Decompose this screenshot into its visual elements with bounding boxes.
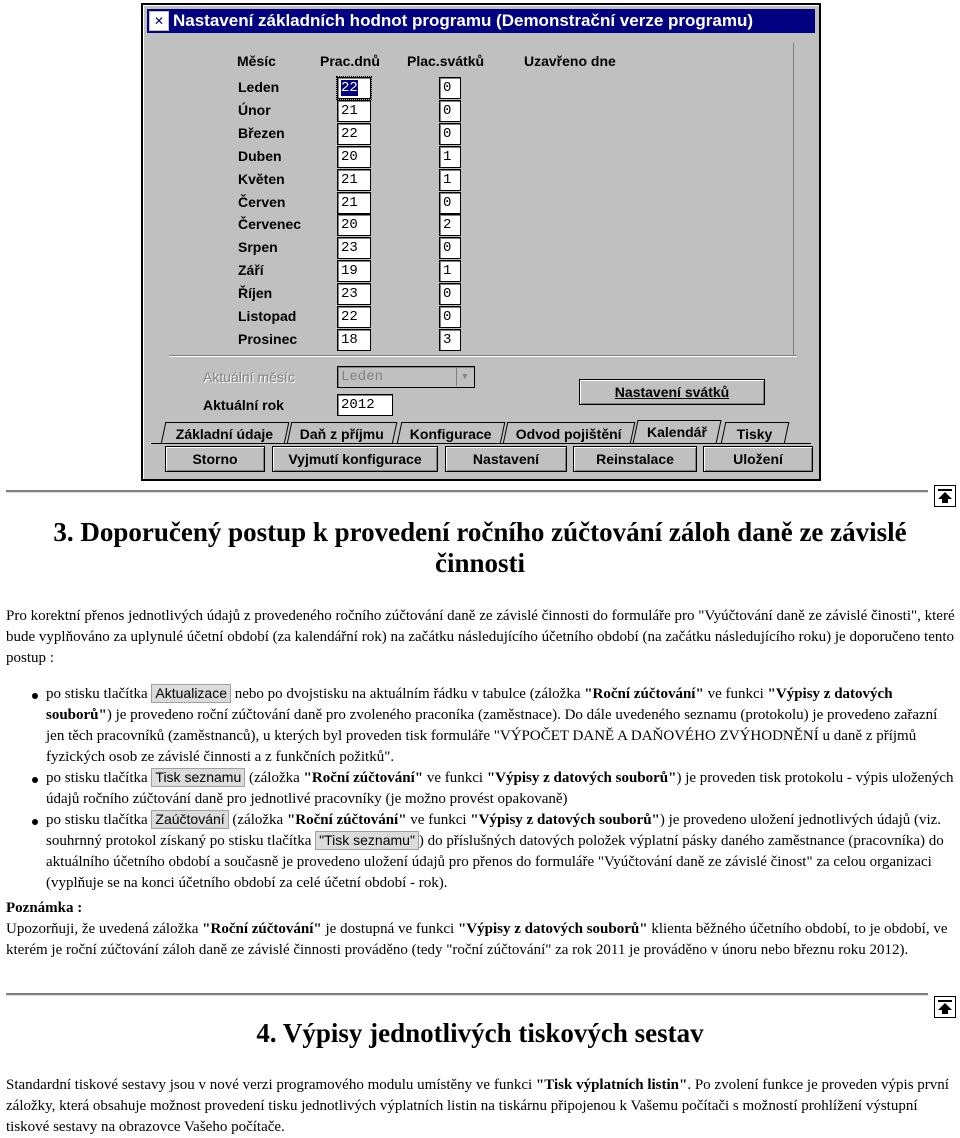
column-header-month: Měsíc bbox=[237, 53, 276, 69]
bullet-icon bbox=[32, 819, 38, 825]
list-item bbox=[6, 768, 958, 810]
work-days-input[interactable]: 21 bbox=[337, 169, 371, 191]
back-to-top-icon[interactable] bbox=[934, 996, 956, 1018]
work-days-input[interactable]: 20 bbox=[337, 214, 371, 236]
tab-odvod-pojisteni[interactable] bbox=[503, 422, 636, 444]
zauctovani-button: Zaúčtování bbox=[151, 810, 228, 829]
tab-label: Konfigurace bbox=[410, 425, 492, 442]
dialog-titlebar bbox=[147, 9, 815, 33]
bold-text: "Výpisy z datových souborů" bbox=[457, 921, 648, 937]
tab-label: Základní údaje bbox=[176, 425, 274, 442]
paid-holidays-input[interactable]: 0 bbox=[439, 192, 461, 214]
work-days-input[interactable]: 21 bbox=[337, 192, 371, 214]
month-label: Únor bbox=[238, 101, 271, 118]
ulozeni-button[interactable]: Uložení bbox=[703, 446, 813, 472]
tab-kalendar[interactable] bbox=[632, 420, 721, 444]
tab-strip bbox=[159, 422, 803, 444]
month-label: Červen bbox=[238, 193, 286, 210]
nastaveni-button[interactable]: Nastavení bbox=[445, 446, 567, 472]
bullet-icon bbox=[32, 777, 38, 783]
column-header-closed: Uzavřeno dne bbox=[524, 53, 616, 69]
tisk-seznamu-button: Tisk seznamu bbox=[151, 768, 245, 787]
work-days-input[interactable]: 22 bbox=[337, 77, 371, 99]
section-4-text bbox=[6, 1075, 956, 1138]
bold-text: "Výpisy z datových souborů" bbox=[486, 770, 677, 786]
section-3-title-line2: činnosti bbox=[434, 548, 526, 578]
work-days-input[interactable]: 20 bbox=[337, 146, 371, 168]
paid-holidays-input[interactable]: 1 bbox=[439, 146, 461, 168]
text: ) je proveden tisk protokolu - výpis uložených údajů ročního zúčtování daně pro jednotlivé pracovníky (je možno provést opakovaně) bbox=[46, 770, 954, 807]
text: klienta běžného účetního období, to je období, ve kterém je roční zúčtování záloh daně ze závislé činnosti prováděno (tedy "roční zúčtování" za rok 2011 je prováděno v únoru nebo březnu roku 2012). bbox=[6, 921, 948, 958]
current-year-input[interactable]: 2012 bbox=[337, 394, 393, 416]
storno-button[interactable]: Storno bbox=[165, 446, 265, 472]
dialog-title: Nastavení základních hodnot programu (Demonstrační verze programu) bbox=[173, 11, 754, 30]
section-4-title: 4. Výpisy jednotlivých tiskových sestav bbox=[256, 1018, 704, 1048]
section-3-title bbox=[0, 517, 960, 579]
app-icon: ✕ bbox=[149, 11, 169, 31]
paid-holidays-input[interactable]: 0 bbox=[439, 237, 461, 259]
paid-holidays-input[interactable]: 1 bbox=[439, 260, 461, 282]
current-year-label: Aktuální rok bbox=[203, 397, 284, 413]
tab-zakladni-udaje[interactable] bbox=[161, 422, 290, 444]
bold-text: "Roční zúčtování" bbox=[584, 686, 704, 702]
work-days-input[interactable]: 22 bbox=[337, 123, 371, 145]
month-label: Duben bbox=[238, 147, 282, 164]
current-month-value: Leden bbox=[341, 369, 384, 385]
aktualizace-button: Aktualizace bbox=[151, 684, 231, 703]
month-label: Leden bbox=[238, 79, 280, 95]
text: po stisku tlačítka bbox=[46, 812, 152, 828]
work-days-input[interactable]: 23 bbox=[337, 237, 371, 259]
holiday-settings-button[interactable]: Nastavení svátků bbox=[579, 379, 765, 405]
work-days-input[interactable]: 22 bbox=[337, 306, 371, 328]
text: je dostupná ve funkci bbox=[321, 921, 458, 937]
separator bbox=[169, 355, 797, 357]
list-item bbox=[6, 810, 958, 894]
bold-text: "Roční zúčtování" bbox=[303, 770, 424, 786]
work-days-input[interactable]: 21 bbox=[337, 100, 371, 122]
bold-text: "Roční zúčtování" bbox=[286, 812, 407, 828]
note-paragraph bbox=[6, 898, 956, 961]
text: ve funkci bbox=[703, 686, 768, 702]
month-label: Září bbox=[238, 262, 264, 279]
current-month-label: Aktuální měsíc bbox=[203, 369, 295, 385]
section-3-intro: Pro korektní přenos jednotlivých údajů z provedeného ročního zúčtování daně ze závislé činnosti do formuláře pro "Vyúčtování daně ze závislé činosti", které bude vyplňováno za uplynulé účetní období (za kalendářní rok) na začátku následujícího účetního období (na začátku následujícího roku) je doporučeno tento postup : bbox=[6, 608, 955, 666]
text: Standardní tiskové sestavy jsou v nové verzi programového modulu umístěny ve funkci bbox=[6, 1077, 536, 1093]
paid-holidays-input[interactable]: 0 bbox=[439, 100, 461, 122]
tab-label: Kalendář bbox=[647, 424, 707, 440]
back-to-top-icon[interactable] bbox=[934, 485, 956, 507]
text: ) je provedeno roční zúčtování daně pro zvoleného praconíka (zaměstnace). Do dále uvedeného seznamu (protokolu) je provedeno zařazní jen těch pracovníků (zaměstnanců), u kterých byl proveden tisk formuláře "VÝPOČET DANĚ A DAŇOVÉHO ZVÝHODNĚNÍ u daně z příjmů fyzických osob ze závislé činnosti a z funkčních požitků". bbox=[46, 707, 938, 765]
tab-label: Daň z příjmu bbox=[299, 425, 384, 442]
work-days-input[interactable]: 23 bbox=[337, 283, 371, 305]
bold-text: "Výpisy z datových souborů" bbox=[46, 686, 893, 723]
tab-label: Odvod pojištění bbox=[516, 425, 622, 442]
table-scrollbar[interactable] bbox=[793, 43, 810, 357]
tab-dan-z-prijmu[interactable] bbox=[287, 422, 398, 444]
settings-dialog bbox=[141, 3, 821, 481]
month-label: Červenec bbox=[238, 216, 302, 233]
current-month-select[interactable] bbox=[337, 366, 475, 388]
text: . Po zvolení funkce je proveden výpis první záložky, která obsahuje možnost provedení tisku jednotlivých výplatních listin na tiskárnu připojenou k Vašemu počítači s možností prohlížení výstupní tiskové sestavy na obrazovce Vašeho počítače. bbox=[6, 1077, 949, 1135]
bold-text: "Tisk výplatních listin" bbox=[535, 1077, 688, 1093]
text: ve funkci bbox=[406, 812, 471, 828]
text: ) je provedeno uložení jednotlivých údajů (viz. souhrnný protokol získaný po stisku tlačítka bbox=[46, 812, 942, 849]
work-days-input[interactable]: 18 bbox=[337, 329, 371, 351]
procedure-list bbox=[6, 684, 958, 894]
text: ) do příslušných datových položek výplatní pásky daného zaměstnance (pracovníka) do aktuálního účetního období a současně je provedeno uložení údajů pro přenos do formuláře "Vyúčtování daně ze závislé činost" za celou organizaci (vyplňuje se na konci účetního období za celé účetní období - rok). bbox=[46, 833, 944, 891]
month-label: Listopad bbox=[238, 308, 297, 324]
text: ve funkci bbox=[423, 770, 487, 786]
paid-holidays-input[interactable]: 0 bbox=[439, 283, 461, 305]
tab-label: Tisky bbox=[737, 425, 773, 442]
paid-holidays-input[interactable]: 2 bbox=[439, 214, 461, 236]
text: (záložka bbox=[228, 812, 287, 828]
tab-konfigurace[interactable] bbox=[397, 422, 506, 444]
month-label: Říjen bbox=[238, 285, 273, 302]
list-item bbox=[6, 684, 958, 768]
month-label: Březen bbox=[238, 124, 285, 141]
paid-holidays-input[interactable]: 3 bbox=[439, 329, 461, 351]
vyjmuti-konfigurace-button[interactable]: Vyjmutí konfigurace bbox=[272, 446, 438, 472]
paid-holidays-input[interactable]: 0 bbox=[439, 77, 461, 99]
column-header-paid-holidays: Plac.svátků bbox=[407, 53, 485, 69]
month-label: Květen bbox=[238, 170, 285, 187]
text: (záložka bbox=[245, 770, 304, 786]
bullet-icon bbox=[32, 693, 38, 699]
month-label: Prosinec bbox=[238, 330, 298, 347]
chevron-down-icon[interactable]: ▼ bbox=[456, 368, 473, 386]
section-3-title-line1: 3. Doporučený postup k provedení ročního zúčtování záloh daně ze závislé bbox=[53, 517, 907, 547]
horizontal-rule bbox=[6, 993, 928, 996]
paid-holidays-input[interactable]: 0 bbox=[439, 123, 461, 145]
text: Upozorňuji, že uvedená záložka bbox=[6, 921, 203, 937]
note-label: Poznámka : bbox=[6, 900, 83, 916]
paid-holidays-input[interactable]: 0 bbox=[439, 306, 461, 328]
tisk-seznamu-button-ref: "Tisk seznamu" bbox=[315, 831, 419, 850]
tab-baseline bbox=[151, 443, 811, 444]
month-label: Srpen bbox=[238, 239, 278, 256]
horizontal-rule bbox=[6, 490, 928, 493]
column-header-work-days: Prac.dnů bbox=[320, 53, 380, 69]
paid-holidays-input[interactable]: 1 bbox=[439, 169, 461, 191]
tab-tisky[interactable] bbox=[721, 422, 790, 444]
text: po stisku tlačítka bbox=[46, 686, 152, 702]
bold-text: "Roční zúčtování" bbox=[202, 921, 322, 937]
text: po stisku tlačítka bbox=[46, 770, 152, 786]
text: nebo po dvojstisku na aktuálním řádku v tabulce (záložka bbox=[231, 686, 585, 702]
work-days-input[interactable]: 19 bbox=[337, 260, 371, 282]
reinstalace-button[interactable]: Reinstalace bbox=[573, 446, 697, 472]
bold-text: "Výpisy z datových souborů" bbox=[470, 812, 660, 828]
